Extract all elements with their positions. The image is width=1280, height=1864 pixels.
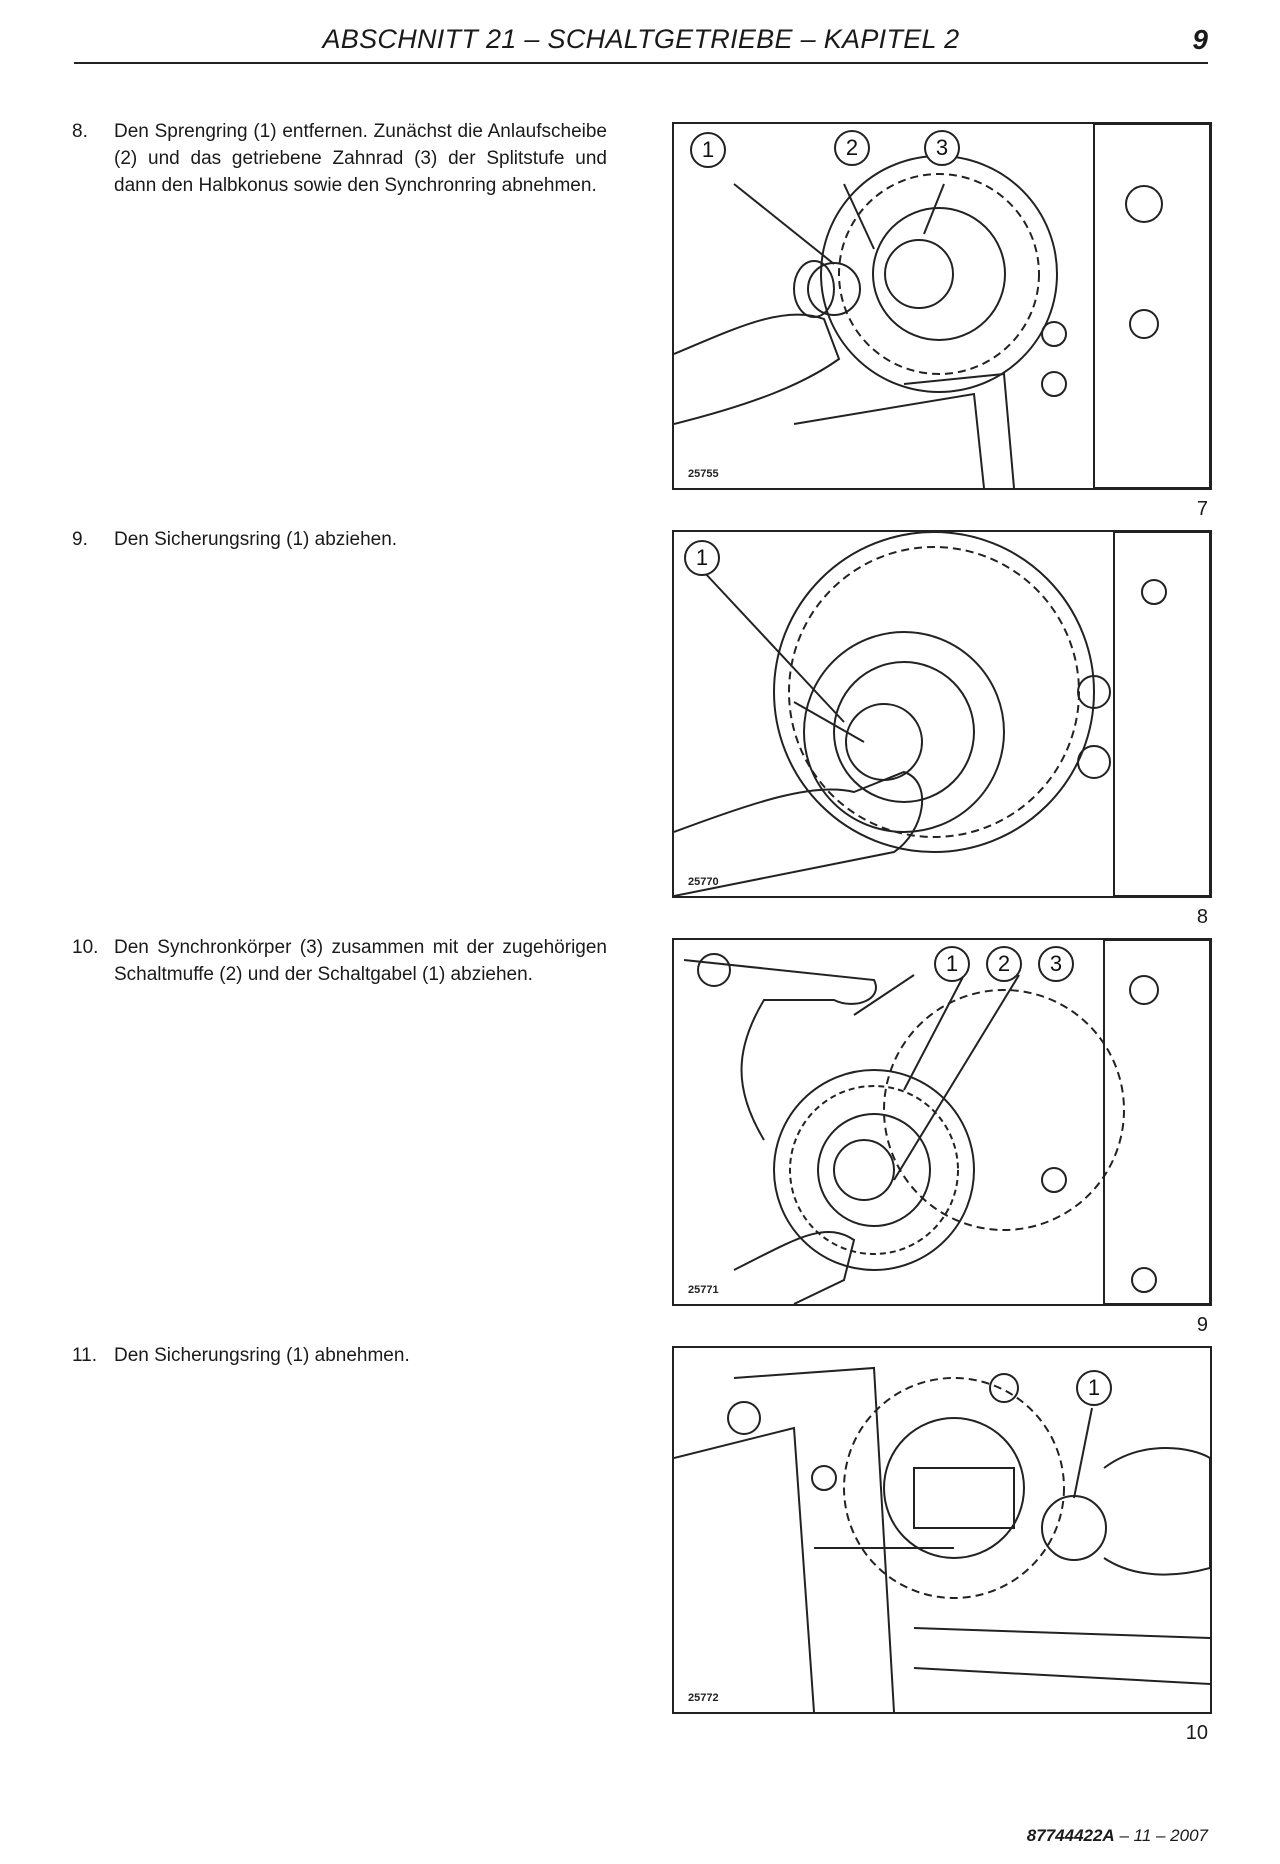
step-number: 9. — [72, 529, 88, 550]
step-text: Den Synchronkörper (3) zusammen mit der zugehörigen Schaltmuffe (2) und der Schaltgabel (1) abziehen. — [114, 937, 607, 985]
step-text: Den Sicherungsring (1) abziehen. — [114, 529, 398, 550]
step-number: 11. — [72, 1345, 98, 1366]
document-code: 87744422A — [1026, 1826, 1115, 1845]
figure-code: 25771 — [688, 1284, 719, 1296]
callout-1: 1 — [1087, 1375, 1101, 1400]
figure-8-illustration — [674, 532, 1210, 896]
figure-10 — [672, 1346, 1212, 1714]
figure-8 — [672, 530, 1212, 898]
step-text: Den Sicherungsring (1) abnehmen. — [114, 1345, 410, 1366]
figure-code: 25755 — [688, 468, 719, 480]
step-8 — [72, 118, 607, 199]
callout-2: 2 — [845, 135, 859, 160]
page-footer — [1027, 1826, 1208, 1846]
figure-7-callouts — [691, 131, 959, 167]
page-number: 9 — [1192, 24, 1208, 55]
figure-code: 25772 — [688, 1692, 719, 1704]
step-text: Den Sprengring (1) entfernen. Zunächst die Anlaufscheibe (2) und das getriebene Zahnrad (3) der Splitstufe und dann den Halbkonus sowie den Synchronring abnehmen. — [114, 121, 607, 196]
step-10 — [72, 934, 607, 988]
figure-number-9: 9 — [1196, 1314, 1208, 1336]
section-title: ABSCHNITT 21 – SCHALTGETRIEBE – KAPITEL 2 — [322, 24, 960, 54]
step-number: 10. — [72, 937, 99, 958]
figure-number-7: 7 — [1196, 498, 1208, 520]
figure-7-illustration — [674, 124, 1210, 488]
step-number: 8. — [72, 121, 88, 142]
callout-1: 1 — [945, 951, 959, 976]
figure-9 — [672, 938, 1212, 1306]
step-11 — [72, 1342, 607, 1369]
callout-3: 3 — [935, 135, 949, 160]
figure-9-illustration — [674, 940, 1210, 1304]
page-header — [74, 22, 1208, 64]
callout-1: 1 — [701, 137, 715, 162]
step-9 — [72, 526, 607, 553]
figure-number-10: 10 — [1185, 1722, 1208, 1744]
figure-10-illustration — [674, 1348, 1210, 1712]
document-date: – 11 – 2007 — [1114, 1826, 1208, 1845]
callout-1: 1 — [695, 545, 709, 570]
figure-number-8: 8 — [1196, 906, 1208, 928]
figure-code: 25770 — [688, 876, 719, 888]
callout-3: 3 — [1049, 951, 1063, 976]
callout-2: 2 — [997, 951, 1011, 976]
figure-7 — [672, 122, 1212, 490]
